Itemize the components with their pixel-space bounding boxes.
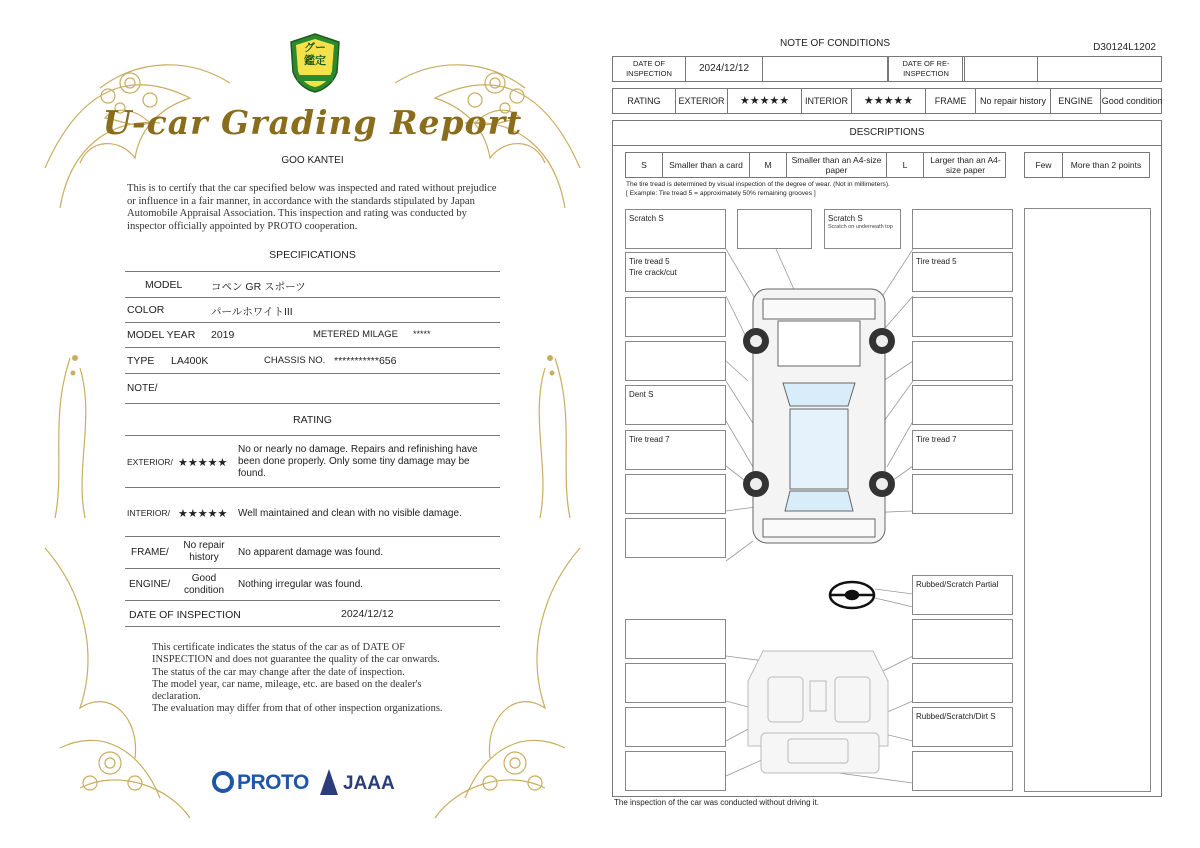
certificate-notes bbox=[152, 642, 492, 716]
damage-label: Tire crack/cut bbox=[629, 268, 677, 277]
legend-few: Few bbox=[1025, 153, 1063, 177]
damage-box-c1 bbox=[824, 209, 901, 249]
interior-rating-row bbox=[125, 488, 500, 537]
conditions-rating-row bbox=[612, 88, 1162, 114]
damage-box-l10 bbox=[625, 663, 726, 703]
damage-label: Dent S bbox=[629, 390, 654, 399]
inspection-date-label: DATE OF INSPECTION bbox=[129, 609, 241, 621]
frame-description: No apparent damage was found. bbox=[238, 547, 384, 558]
legend-m: M bbox=[750, 153, 787, 177]
damage-box-l2 bbox=[625, 252, 726, 292]
legend-l: L bbox=[887, 153, 924, 177]
damage-label: Scratch S bbox=[629, 214, 664, 223]
damage-box-l4 bbox=[625, 341, 726, 381]
damage-box-l12 bbox=[625, 751, 726, 791]
damage-label: Scratch S bbox=[828, 214, 863, 223]
damage-sublabel: Scratch on underneath top bbox=[828, 224, 893, 230]
tire-note-1: The tire tread is determined by visual inspection of the degree of wear. (Not in millimeters). bbox=[626, 181, 890, 188]
chassis-value: ***********656 bbox=[334, 355, 397, 367]
engine-label: ENGINE bbox=[1051, 89, 1101, 113]
color-value: パールホワイトIII bbox=[211, 306, 293, 318]
frame-value: No repair history bbox=[976, 89, 1051, 113]
date-of-inspection-value: 2024/12/12 bbox=[686, 57, 763, 81]
exterior-label: EXTERIOR/ bbox=[127, 457, 173, 467]
damage-box-r2 bbox=[912, 252, 1013, 292]
proto-logo: PROTO bbox=[237, 771, 309, 794]
damage-box-l1 bbox=[625, 209, 726, 249]
frame-label: FRAME bbox=[926, 89, 976, 113]
descriptions-heading: DESCRIPTIONS bbox=[849, 127, 925, 138]
interior-stars: ★★★★★ bbox=[852, 89, 926, 113]
model-label: MODEL bbox=[145, 279, 183, 291]
date-row bbox=[612, 56, 1162, 82]
damage-box-r-steer bbox=[912, 575, 1013, 615]
model-year-label: MODEL YEAR bbox=[127, 329, 196, 341]
legend-s: S bbox=[626, 153, 663, 177]
note-of-conditions bbox=[612, 35, 1164, 815]
type-value: LA400K bbox=[171, 355, 209, 367]
legend-m-desc: Smaller than an A4-size paper bbox=[787, 153, 887, 177]
damage-box-r11 bbox=[912, 707, 1013, 747]
damage-box-l6 bbox=[625, 430, 726, 470]
damage-box-r1 bbox=[912, 209, 1013, 249]
date-blank-cell bbox=[1038, 57, 1163, 81]
note-line: The model year, car name, mileage, etc. are based on the dealer's bbox=[152, 678, 422, 690]
frame-label: FRAME/ bbox=[131, 547, 169, 558]
model-year-value: 2019 bbox=[211, 329, 235, 341]
damage-box-l5 bbox=[625, 385, 726, 425]
damage-box-c0 bbox=[737, 209, 812, 249]
note-line: declaration. bbox=[152, 691, 201, 703]
exterior-description: No or nearly no damage. Repairs and refinishing have been done properly. Only some tiny damage may be found. bbox=[238, 444, 478, 479]
damage-box-l9 bbox=[625, 619, 726, 659]
report-title: U-car Grading Report bbox=[102, 103, 523, 142]
chassis-label: CHASSIS NO. bbox=[264, 355, 326, 366]
report-id: D30124L1202 bbox=[1093, 42, 1156, 53]
descriptions-panel bbox=[612, 120, 1162, 797]
conditions-footer: The inspection of the car was conducted without driving it. bbox=[614, 798, 819, 807]
inspection-date-row bbox=[125, 601, 500, 627]
frame-rating-row bbox=[125, 537, 500, 569]
color-label: COLOR bbox=[127, 304, 165, 316]
engine-label: ENGINE/ bbox=[129, 579, 171, 590]
damage-box-r3 bbox=[912, 297, 1013, 337]
damage-box-r7 bbox=[912, 474, 1013, 514]
damage-box-r5 bbox=[912, 385, 1013, 425]
model-row bbox=[125, 271, 500, 298]
metered-milage-label: METERED MILAGE bbox=[313, 329, 398, 340]
proto-logo-icon bbox=[212, 771, 234, 793]
damage-box-r10 bbox=[912, 663, 1013, 703]
note-line: The status of the car may change after the date of inspection. bbox=[152, 666, 405, 678]
model-value: コペン GR スポーツ bbox=[211, 281, 306, 293]
metered-milage-value: ***** bbox=[413, 329, 431, 339]
damage-box-l11 bbox=[625, 707, 726, 747]
damage-label: Rubbed/Scratch/Dirt S bbox=[916, 712, 996, 721]
report-subtitle: GOO KANTEI bbox=[281, 155, 344, 166]
note-label: NOTE/ bbox=[127, 383, 158, 394]
exterior-stars: ★★★★★ bbox=[178, 457, 228, 469]
color-row bbox=[125, 298, 500, 323]
model-year-row bbox=[125, 323, 500, 348]
note-line: INSPECTION and does not guarantee the quality of the car onwards. bbox=[152, 654, 440, 666]
legend-l-desc: Larger than an A4-size paper bbox=[930, 154, 1001, 175]
reinspection-value bbox=[965, 57, 1038, 81]
damage-label: Rubbed/Scratch Partial bbox=[916, 580, 999, 589]
interior-view bbox=[748, 651, 888, 773]
certificate-intro: This is to certify that the car specified below was inspected and rated without prejudice or influence in a fair manner, in accordance with the standards stipulated by Japan Automobile Appraisal Association. This inspection and rating was conducted by inspector officially appointed by PROTO cooperation. bbox=[127, 183, 497, 232]
damage-label: Tire tread 7 bbox=[916, 435, 957, 444]
date-blank-cell bbox=[763, 57, 888, 81]
exterior-rating-row bbox=[125, 435, 500, 488]
exterior-stars: ★★★★★ bbox=[728, 89, 802, 113]
note-line: The evaluation may differ from that of other inspection organizations. bbox=[152, 703, 443, 715]
jaaa-logo: JAAA bbox=[343, 773, 395, 794]
reinspection-label: DATE OF RE-INSPECTION bbox=[888, 57, 965, 81]
damage-box-r4 bbox=[912, 341, 1013, 381]
grading-certificate bbox=[40, 28, 585, 828]
frame-value: No repair history bbox=[183, 540, 225, 563]
damage-box-r6 bbox=[912, 430, 1013, 470]
goo-kantei-badge bbox=[287, 32, 343, 94]
engine-value: Good condition bbox=[1101, 96, 1163, 106]
damage-box-r12 bbox=[912, 751, 1013, 791]
car-top-view bbox=[753, 289, 885, 543]
interior-description: Well maintained and clean with no visible damage. bbox=[238, 508, 462, 519]
interior-label: INTERIOR bbox=[802, 89, 852, 113]
damage-box-l7 bbox=[625, 474, 726, 514]
date-of-inspection-label: DATE OF INSPECTION bbox=[613, 57, 686, 81]
damage-box-l3 bbox=[625, 297, 726, 337]
inspection-date-value: 2024/12/12 bbox=[341, 608, 394, 620]
legend-few-desc: More than 2 points bbox=[1070, 159, 1142, 170]
damage-label: Tire tread 5 bbox=[916, 257, 957, 266]
partner-logos bbox=[212, 769, 452, 799]
steering-wheel-icon bbox=[830, 582, 874, 608]
type-row bbox=[125, 348, 500, 374]
engine-rating-row bbox=[125, 569, 500, 601]
damage-label: Tire tread 5 bbox=[629, 257, 670, 266]
engine-description: Nothing irregular was found. bbox=[238, 579, 364, 590]
interior-stars: ★★★★★ bbox=[178, 508, 228, 520]
damage-label: Tire tread 7 bbox=[629, 435, 670, 444]
rating-heading: RATING bbox=[293, 414, 332, 426]
damage-box-l8 bbox=[625, 518, 726, 558]
badge-text: グー 鑑定 bbox=[304, 42, 326, 67]
damage-box-r9 bbox=[912, 619, 1013, 659]
rating-label: RATING bbox=[613, 89, 676, 113]
jaaa-logo-icon bbox=[320, 769, 338, 795]
type-label: TYPE bbox=[127, 355, 155, 367]
tire-note-2: [ Example: Tire tread 5 = approximately 50% remaining grooves ] bbox=[626, 190, 816, 197]
note-line: This certificate indicates the status of the car as of DATE OF bbox=[152, 642, 406, 653]
interior-label: INTERIOR/ bbox=[127, 508, 170, 518]
engine-value: Good condition bbox=[183, 573, 225, 596]
note-row bbox=[125, 374, 500, 404]
exterior-label: EXTERIOR bbox=[676, 89, 728, 113]
conditions-heading: NOTE OF CONDITIONS bbox=[780, 38, 890, 49]
specifications-heading: SPECIFICATIONS bbox=[269, 249, 356, 261]
legend-s-desc: Smaller than a card bbox=[663, 153, 750, 177]
